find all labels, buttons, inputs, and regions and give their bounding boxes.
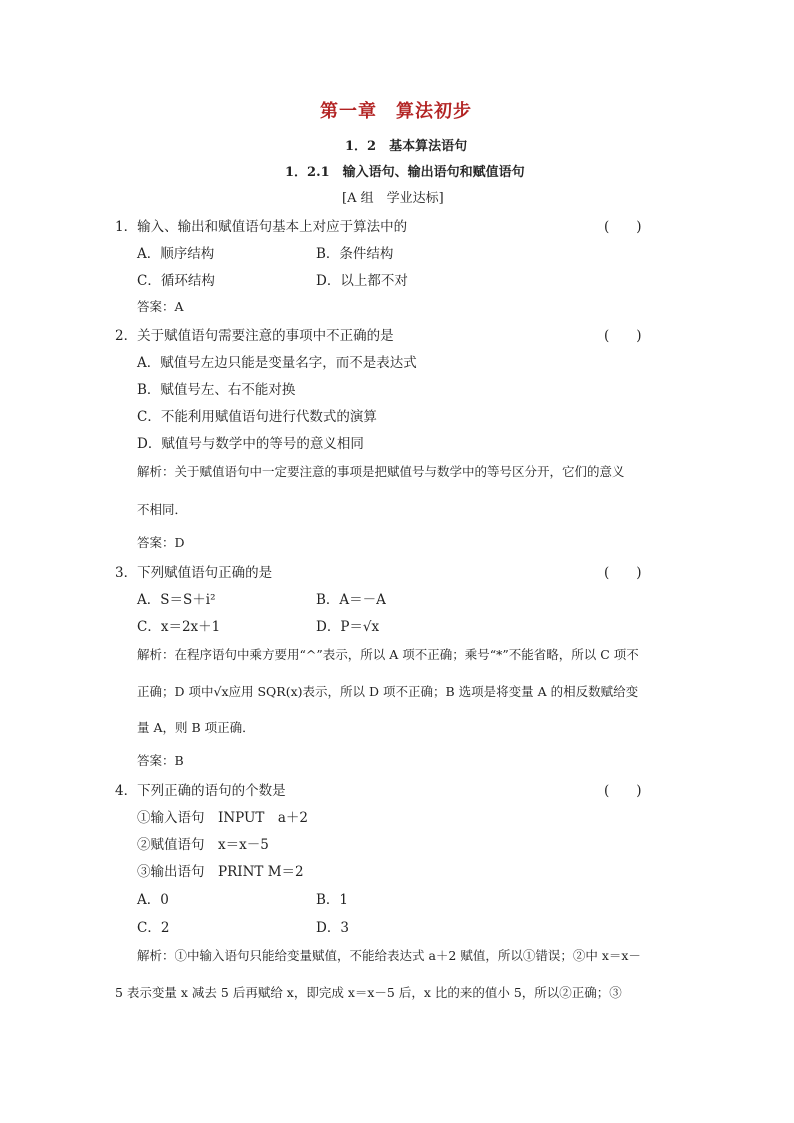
explanation-line: 5 表示变量 x 减去 5 后再赋给 x，即完成 x＝x－5 后，x 比的来的值小 5，所以②正确；③ xyxy=(115,985,622,1000)
statement-3: ③输出语句 PRINT M＝2 xyxy=(137,864,304,880)
explanation-line: 不相同． xyxy=(137,502,188,517)
option-d: D．以上都不对 xyxy=(316,273,408,289)
explanation-line: 解析：关于赋值语句中一定要注意的事项是把赋值号与数学中的等号区分开，它们的意义 xyxy=(137,464,625,479)
option-c: C．x＝2x＋1 xyxy=(137,619,221,635)
option-d: D．赋值号与数学中的等号的意义相同 xyxy=(137,436,364,452)
option-a: A．顺序结构 xyxy=(137,246,215,262)
chapter-title: 第一章 算法初步 xyxy=(320,101,472,122)
answer-text: 答案：A xyxy=(137,299,184,314)
option-a: A．赋值号左边只能是变量名字，而不是表达式 xyxy=(137,355,417,371)
option-c: C．循环结构 xyxy=(137,273,215,289)
option-c: C．不能利用赋值语句进行代数式的演算 xyxy=(137,409,377,425)
subsection-title: 1．2.1 输入语句、输出语句和赋值语句 xyxy=(285,165,525,180)
option-d: D．3 xyxy=(316,920,349,936)
answer-parentheses: ( ) xyxy=(604,328,642,344)
answer-text: 答案：B xyxy=(137,753,184,768)
statement-2: ②赋值语句 x＝x－5 xyxy=(137,837,269,853)
option-b: B．A＝－A xyxy=(316,592,386,608)
option-b: B．赋值号左、右不能对换 xyxy=(137,382,296,398)
option-b: B．1 xyxy=(316,892,349,908)
question-stem: 3．下列赋值语句正确的是 xyxy=(115,565,273,581)
explanation-line: 解析：在程序语句中乘方要用“^”表示，所以 A 项不正确；乘号“*”不能省略，所以 C 项不 xyxy=(137,647,639,662)
question-stem: 2．关于赋值语句需要注意的事项中不正确的是 xyxy=(115,328,394,344)
statement-1: ①输入语句 INPUT a＋2 xyxy=(137,810,309,826)
question-stem: 4．下列正确的语句的个数是 xyxy=(115,783,286,799)
option-c: C．2 xyxy=(137,920,170,936)
option-d: D．P＝√x xyxy=(316,619,380,635)
option-a: A．S＝S＋i² xyxy=(137,592,216,608)
answer-text: 答案：D xyxy=(137,535,185,550)
question-stem: 1．输入、输出和赋值语句基本上对应于算法中的 xyxy=(115,219,408,235)
explanation-line: 量 A，则 B 项正确． xyxy=(137,720,255,735)
explanation-line: 解析：①中输入语句只能给变量赋值，不能给表达式 a＋2 赋值，所以①错误；②中 x＝x－ xyxy=(137,948,641,963)
answer-parentheses: ( ) xyxy=(604,565,642,581)
option-a: A．0 xyxy=(137,892,169,908)
answer-parentheses: ( ) xyxy=(604,783,642,799)
group-label: [A 组 学业达标] xyxy=(342,191,444,206)
explanation-line: 正确；D 项中√x应用 SQR(x)表示，所以 D 项不正确；B 选项是将变量 A 的相反数赋给变 xyxy=(137,684,639,699)
option-b: B．条件结构 xyxy=(316,246,394,262)
answer-parentheses: ( ) xyxy=(604,219,642,235)
section-title: 1．2 基本算法语句 xyxy=(345,139,468,154)
